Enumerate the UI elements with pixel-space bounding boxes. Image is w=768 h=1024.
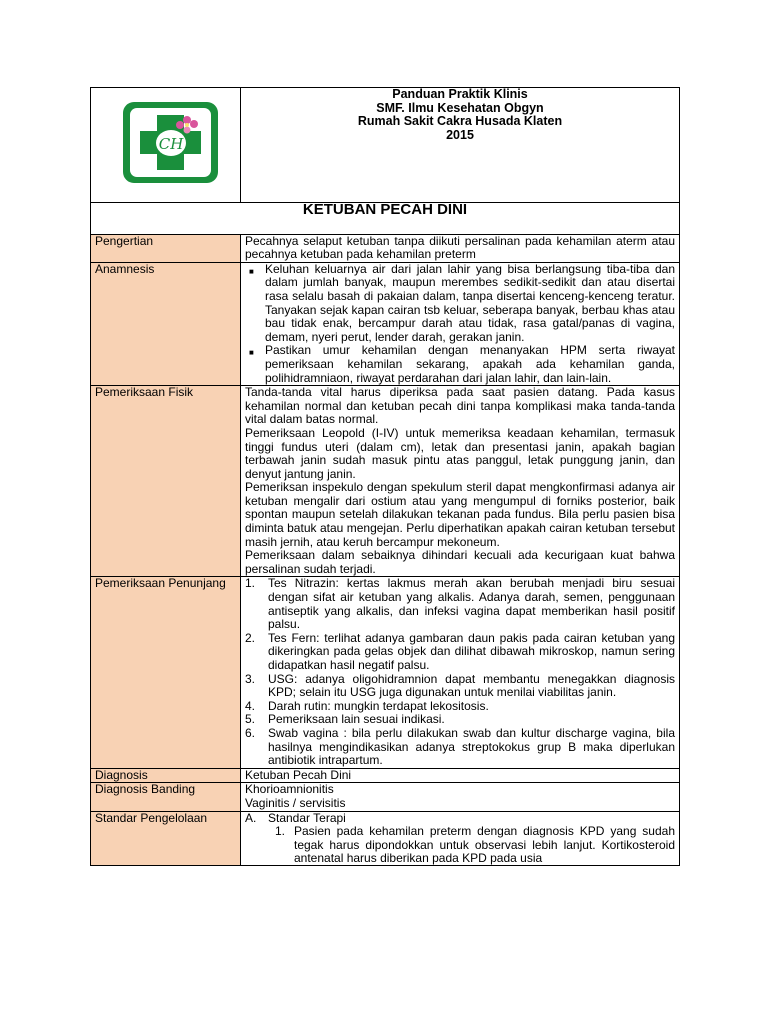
square-bullet-icon: ■ <box>249 266 254 276</box>
numbered-item: 5. Pemeriksaan lain sesuai indikasi. <box>245 712 445 727</box>
content-clip <box>245 812 675 865</box>
list-item: Khorioamnionitis <box>245 782 334 797</box>
row-label: Pemeriksaan Fisik <box>91 386 241 577</box>
row-label: Diagnosis Banding <box>91 783 241 811</box>
row-diagnosis-banding <box>91 783 680 811</box>
numbered-item: 6. Swab vagina : bila perlu dilakukan swab dan kultur discharge vagina, bila hasilnya mengindikasikan adanya streptokokus grup B maka diperlukan antibiotik intrapartum. <box>245 725 675 768</box>
svg-text:CH: CH <box>158 135 184 153</box>
bullet-item: ■ Keluhan keluarnya air dari jalan lahir yang bisa berlangsung tiba-tiba dan dalam jumlah banyak, maupun merembes sedikit-sedikit dan atau disertai rasa selalu basah di pakaian dalam, tanpa disertai kenceng-kenceng teratur. Tanyakan sejak kapan cairan tsb keluar, seberapa banyak, berbau khas atau bau tidak enak, bercampur darah atau tidak, rasa gatal/panas di vagina, demam, nyeri perut, lender darah, gerakan janin. <box>249 261 675 344</box>
row-diagnosis <box>91 768 680 783</box>
numbered-item: 4. Darah rutin: mungkin terdapat lekositosis. <box>245 698 489 713</box>
list-item: Vaginitis / servisitis <box>245 795 346 810</box>
row-content: Pecahnya selaput ketuban tanpa diikuti persalinan pada kehamilan aterm atau pecahnya ketuban pada kehamilan preterm <box>241 234 680 262</box>
row-pengertian <box>91 234 680 262</box>
row-content <box>241 577 680 768</box>
row-content <box>241 783 680 811</box>
bullet-item: ■ Pastikan umur kehamilan dengan menanyakan HPM serta riwayat pemeriksaan kehamilan sekarang, apakah ada kehamilan ganda, polihidramniaon, riwayat perdarahan dari jalan lahir, dan lain-lain. <box>249 343 675 385</box>
paragraph: Pemeriksaan dalam sebaiknya dihindari kecuali ada kecurigaan kuat bahwa persalinan sudah terjadi. <box>245 548 675 576</box>
paragraph: Pemeriksaan Leopold (I-IV) untuk memeriksa keadaan kehamilan, termasuk tinggi fundus uteri (dalam cm), letak dan presentasi janin, apakah bagian terbawah janin sudah masuk pintu atas panggul, letak punggung janin, dan denyut jantung janin. <box>245 425 675 481</box>
header-year: 2015 <box>446 127 474 142</box>
numbered-item: 1. Tes Nitrazin: kertas lakmus merah akan berubah menjadi biru sesuai dengan sifat air ketuban yang alkalis. Adanya darah, semen, penggunaan antiseptik yang alkalis, dan infeksi vagina dapat memberikan hasil positif palsu. <box>245 576 675 632</box>
logo-cell <box>91 88 241 203</box>
row-standar-pengelolaan <box>91 811 680 865</box>
row-label: Anamnesis <box>91 262 241 385</box>
header-line-2: SMF. Ilmu Kesehatan Obgyn <box>376 100 544 115</box>
numbered-item: 2. Tes Fern: terlihat adanya gambaran daun pakis pada cairan ketuban yang dikeringkan pada gelas objek dan dilihat dibawah mikroskop, namun sering didapatkan hasil negatif palsu. <box>245 630 675 672</box>
row-anamnesis <box>91 262 680 385</box>
document-page <box>90 87 678 866</box>
row-content <box>241 386 680 577</box>
header-cell <box>241 88 680 203</box>
paragraph: Pemeriksan inspekulo dengan spekulum steril dapat mengkonfirmasi adanya air ketuban mengalir dari ostium atau yang mengumpul di forniks posterior, baik spontan maupun setelah dilakukan tekanan pada fundus. Bila perlu pasien bisa diminta batuk atau mengejan. Perlu diperhatikan apakah cairan ketuban tersebut masih jernih, atau keruh bercampur mekoneum. <box>245 480 675 549</box>
header-line-3: Rumah Sakit Cakra Husada Klaten <box>357 114 563 129</box>
clinical-guideline-table <box>90 87 680 866</box>
numbered-item: 1. Pasien pada kehamilan preterm dengan diagnosis KPD yang sudah tegak harus dipondokkan untuk observasi lebih lanjut. Kortikosteroid antenatal harus diberikan pada KPD pada usia <box>275 824 675 865</box>
section-heading: A. Standar Terapi <box>245 811 346 825</box>
document-title: KETUBAN PECAH DINI <box>302 200 468 218</box>
header-row <box>91 88 680 203</box>
row-label: Diagnosis <box>91 768 241 783</box>
square-bullet-icon: ■ <box>249 348 254 358</box>
row-label: Standar Pengelolaan <box>91 811 241 865</box>
hospital-logo <box>95 88 245 198</box>
numbered-item: 3. USG: adanya oligohidramnion dapat membantu menegakkan diagnosis KPD; selain itu USG juga digunakan untuk menilai viabilitas janin. <box>245 671 675 700</box>
header-line-1: Panduan Praktik Klinis <box>392 87 528 101</box>
paragraph: Tanda-tanda vital harus diperiksa pada saat pasien datang. Pada kasus kehamilan normal dan ketuban pecah dini tanpa komplikasi maka tanda-tanda vital dalam batas normal. <box>245 385 675 427</box>
row-content <box>241 262 680 385</box>
row-pemeriksaan-penunjang <box>91 577 680 768</box>
row-content <box>241 811 680 865</box>
row-label: Pengertian <box>91 234 241 262</box>
row-label: Pemeriksaan Penunjang <box>91 577 241 768</box>
row-content: Ketuban Pecah Dini <box>241 768 680 783</box>
row-pemeriksaan-fisik <box>91 386 680 577</box>
title-row <box>91 202 680 234</box>
